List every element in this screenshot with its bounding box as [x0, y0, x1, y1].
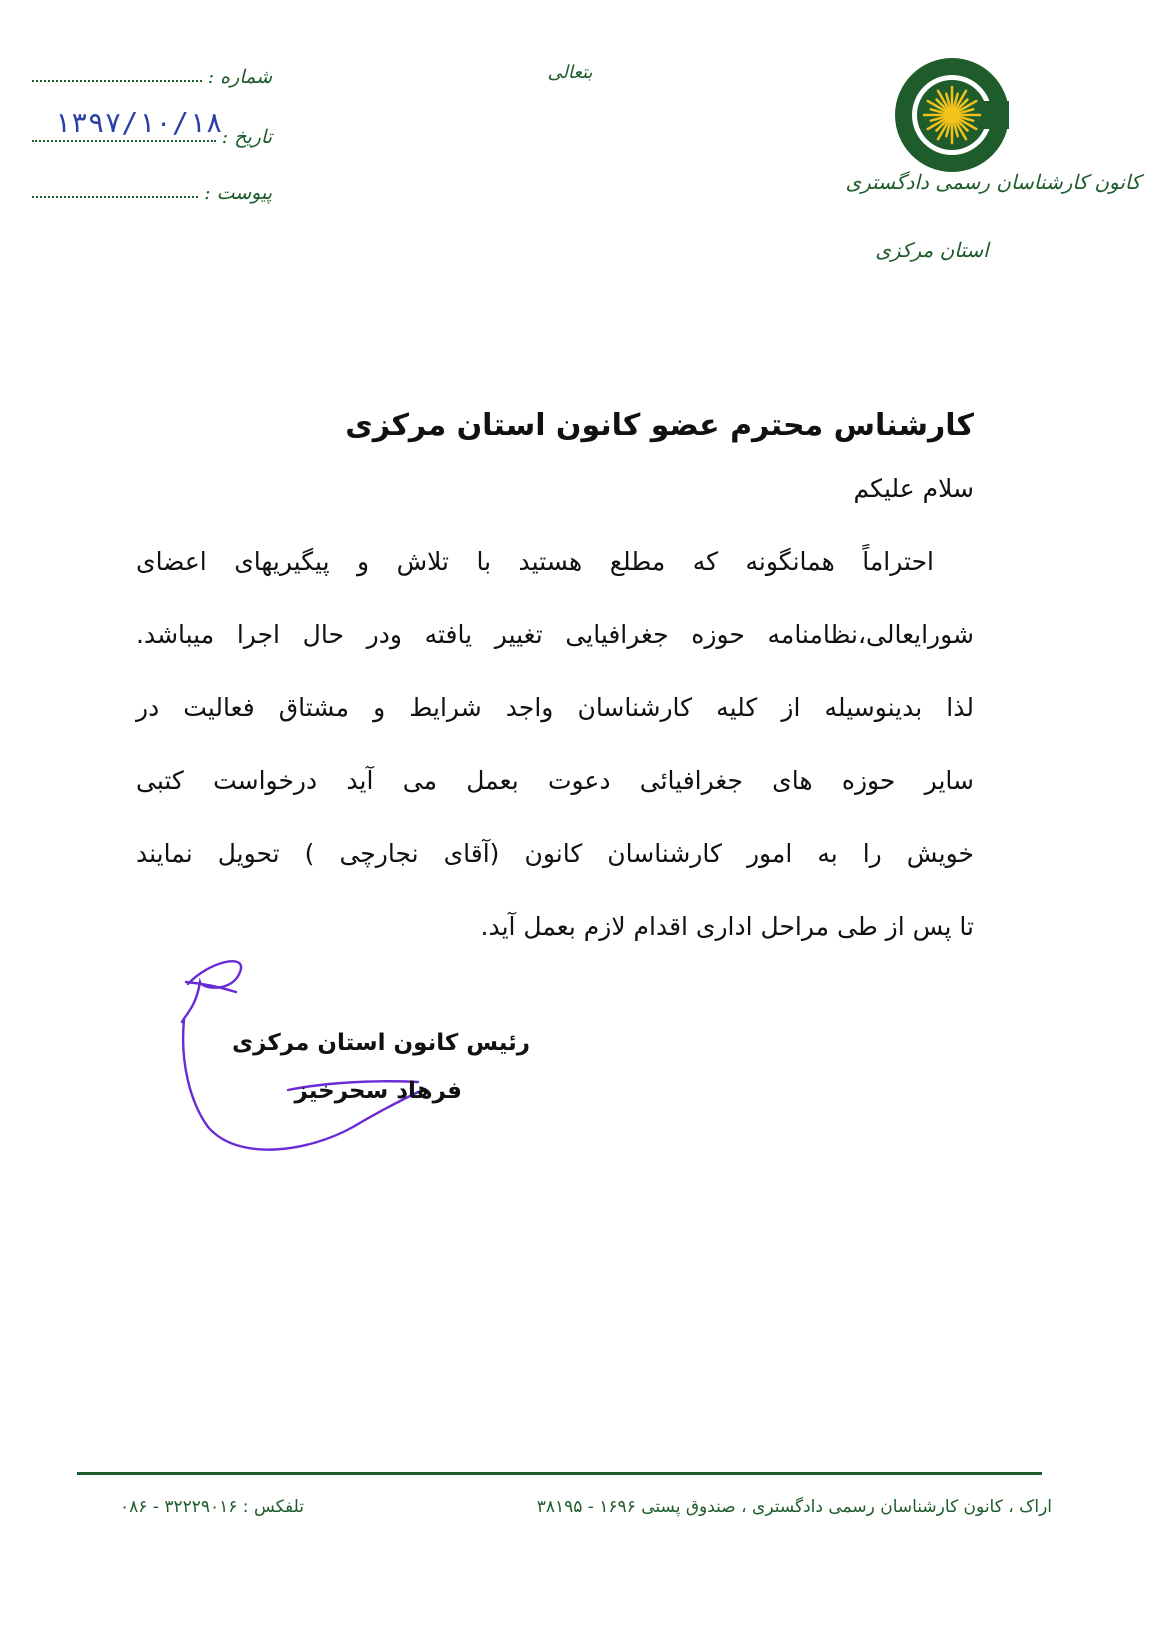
date-label: تاریخ :	[221, 126, 272, 148]
recipient-heading: کارشناس محترم عضو کانون استان مرکزی	[345, 408, 974, 443]
body-line: احتراماً همانگونه که مطلع هستید با تلاش و پیگیریهای اعضای	[136, 547, 934, 576]
signature-title: رئیس کانون استان مرکزی	[232, 1030, 530, 1056]
handwritten-signature	[178, 952, 428, 1162]
organization-province: استان مرکزی	[875, 238, 989, 262]
body-line: لذا بدینوسیله از کلیه کارشناسان واجد شرایط و مشتاق فعالیت در	[136, 693, 974, 722]
footer-divider	[77, 1472, 1042, 1475]
attachment-label: پیوست :	[204, 182, 272, 204]
number-field	[32, 52, 272, 88]
body-line: خویش را به امور کارشناسان کانون (آقای نجارچی ) تحویل نمایند	[136, 839, 974, 868]
footer-address: اراک ، کانون کارشناسان رسمی دادگستری ، صندوق پستی ۱۶۹۶ - ۳۸۱۹۵	[536, 1497, 1052, 1517]
footer-phone: تلفکس : ۳۲۲۲۹۰۱۶ - ۰۸۶	[120, 1497, 304, 1517]
organization-name: کانون کارشناسان رسمی دادگستری	[845, 170, 1141, 194]
number-label: شماره :	[207, 66, 272, 88]
invocation: بتعالی	[547, 62, 593, 83]
body-line: شورایعالی،نظامنامه حوزه جغرافیایی تغییر یافته ودر حال اجرا میباشد.	[136, 620, 974, 649]
attachment-field	[32, 168, 272, 204]
letter-body	[136, 538, 974, 976]
date-dotted-line	[32, 140, 216, 142]
number-dotted-line	[32, 80, 202, 82]
body-line: سایر حوزه های جغرافیائی دعوت بعمل می آید درخواست کتبی	[136, 766, 974, 795]
body-line: تا پس از طی مراحل اداری اقدام لازم بعمل آید.	[480, 912, 974, 941]
attachment-dotted-line	[32, 196, 198, 198]
date-value: ۱۳۹۷/۱۰/۱۸	[54, 106, 223, 139]
signature-name: فرهاد سحرخیز	[294, 1078, 462, 1104]
sun-emblem-icon	[893, 56, 1011, 174]
greeting: سلام علیکم	[853, 474, 974, 503]
